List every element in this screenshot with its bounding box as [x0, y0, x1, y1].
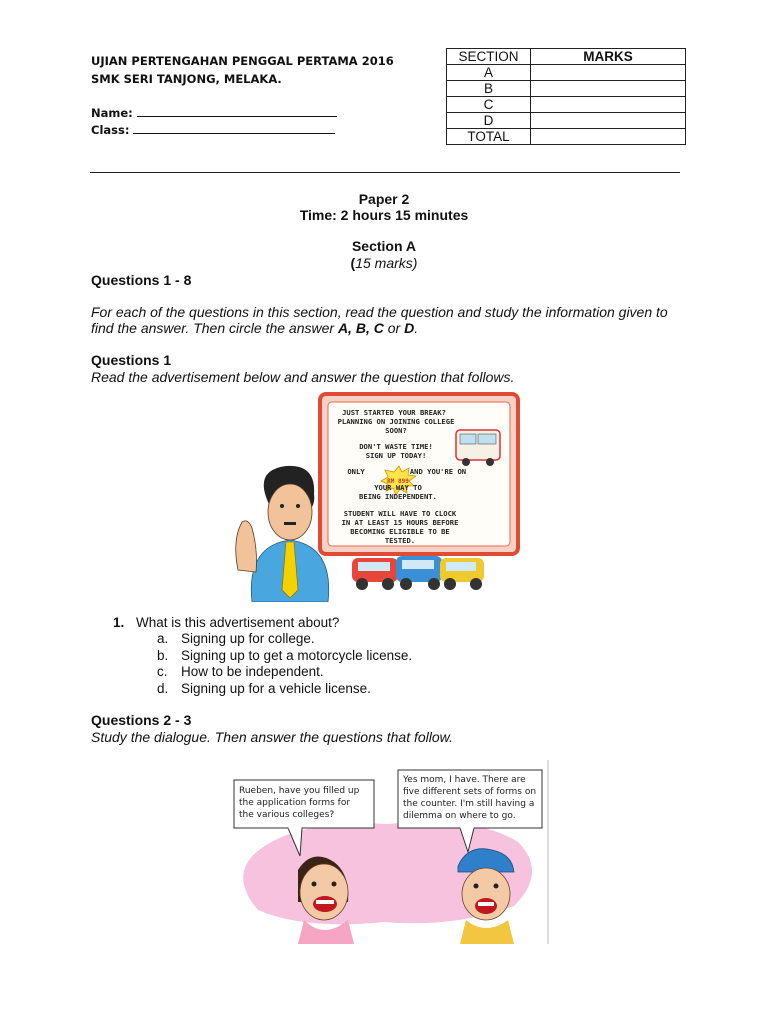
- paper-title: Paper 2: [358, 191, 410, 207]
- advert-line: SOON?: [385, 426, 407, 435]
- instructions-period: .: [414, 320, 419, 336]
- paper-time: Time: 2 hours 15 minutes: [299, 207, 469, 223]
- section-column-header: SECTION: [447, 49, 531, 65]
- marks-cell[interactable]: [531, 97, 686, 113]
- mom-dialogue-line: the various colleges?: [239, 810, 335, 820]
- instructions-option-d: D: [404, 320, 415, 336]
- option-c-text[interactable]: How to be independent.: [181, 664, 324, 679]
- son-dialogue-line: dilemma on where to go.: [403, 811, 516, 821]
- mom-dialogue-line: Rueben, have you filled up: [239, 786, 360, 796]
- advert-line: IN AT LEAST 15 HOURS BEFORE: [341, 518, 459, 527]
- question-1-text: What is this advertisement about?: [136, 615, 340, 630]
- marks-cell[interactable]: [531, 81, 686, 97]
- advert-line: DON'T WASTE TIME!: [359, 442, 433, 451]
- option-letter: d.: [157, 681, 169, 696]
- option-d[interactable]: [157, 681, 168, 696]
- advert-line: YOUR WAY TO: [374, 483, 422, 492]
- option-b[interactable]: [157, 648, 168, 663]
- marks-table-header: [447, 49, 686, 65]
- son-dialogue-line: Yes mom, I have. There are: [403, 775, 526, 785]
- header-divider: [90, 172, 680, 173]
- instructions-options: A, B, C: [337, 320, 384, 336]
- question-1-number: 1.: [113, 615, 125, 630]
- son-illustration: [458, 849, 514, 944]
- option-d-text[interactable]: Signing up for a vehicle license.: [181, 681, 371, 696]
- marks-cell[interactable]: [531, 113, 686, 129]
- advert-line: TESTED.: [384, 536, 416, 545]
- instructions-or: or: [383, 320, 405, 336]
- table-row: [447, 65, 686, 81]
- marks-text: 15 marks): [355, 255, 418, 271]
- option-b-text[interactable]: Signing up to get a motorcycle license.: [181, 648, 413, 663]
- section-cell: B: [447, 81, 531, 97]
- marks-table: [446, 48, 686, 145]
- marks-column-header: MARKS: [531, 49, 686, 65]
- advert-line: STUDENT WILL HAVE TO CLOCK: [343, 509, 457, 518]
- advert-line: BECOMING ELIGIBLE TO BE: [350, 527, 450, 536]
- section-cell: TOTAL: [447, 129, 531, 145]
- section-title: Section A: [351, 238, 417, 254]
- man-illustration: [236, 466, 329, 602]
- advert-line: SIGN UP TODAY!: [365, 451, 427, 460]
- table-row: [447, 113, 686, 129]
- advert-line: PLANNING ON JOINING COLLEGE: [337, 417, 455, 426]
- option-letter: c.: [157, 664, 168, 679]
- option-letter: b.: [157, 648, 169, 663]
- school-exam-title: UJIAN PERTENGAHAN PENGGAL PERTAMA 2016: [91, 54, 394, 68]
- son-dialogue-line: five different sets of forms on: [403, 787, 537, 797]
- class-blank: [133, 123, 335, 134]
- question-2-3-heading: Questions 2 - 3: [91, 712, 192, 728]
- option-letter: a.: [157, 631, 169, 646]
- question-1-instruction: Read the advertisement below and answer the question that follows.: [91, 369, 515, 385]
- instructions-line1: For each of the questions in this section, read the question and study the information given to: [91, 304, 668, 320]
- name-label: Name:: [91, 106, 133, 120]
- option-a-text[interactable]: Signing up for college.: [181, 631, 315, 646]
- question-2-3-instruction: Study the dialogue. Then answer the questions that follow.: [91, 729, 453, 745]
- instructions-text: find the answer. Then circle the answer: [91, 320, 338, 336]
- name-blank: [137, 106, 337, 117]
- table-row: [447, 129, 686, 145]
- table-row: [447, 81, 686, 97]
- advert-line: AND YOU'RE ON: [409, 467, 467, 476]
- instructions-line2: [91, 320, 418, 336]
- marks-cell[interactable]: [531, 129, 686, 145]
- son-dialogue-line: the counter. I'm still having a: [403, 799, 535, 809]
- section-cell: A: [447, 65, 531, 81]
- section-marks: [0, 255, 768, 271]
- class-label: Class:: [91, 123, 130, 137]
- bus-icon: [456, 430, 500, 466]
- advert-line: BEING INDEPENDENT.: [359, 492, 437, 501]
- table-row: [447, 97, 686, 113]
- section-cell: D: [447, 113, 531, 129]
- dialogue-illustration: [228, 760, 552, 944]
- advertisement-illustration: [228, 390, 538, 602]
- marks-paren: (: [350, 255, 356, 271]
- cars-illustration: [352, 556, 484, 590]
- mom-dialogue-line: the application forms for: [239, 798, 351, 808]
- advert-price: RM 899: [387, 478, 409, 485]
- advert-line: ONLY: [347, 467, 365, 476]
- option-c[interactable]: [157, 664, 168, 679]
- option-a[interactable]: [157, 631, 168, 646]
- name-field[interactable]: [91, 106, 337, 120]
- class-field[interactable]: [91, 123, 335, 137]
- questions-range-heading: Questions 1 - 8: [91, 272, 192, 288]
- marks-cell[interactable]: [531, 65, 686, 81]
- question-1-heading: Questions 1: [91, 352, 172, 368]
- school-name: SMK SERI TANJONG, MELAKA.: [91, 72, 282, 86]
- section-cell: C: [447, 97, 531, 113]
- advert-line: JUST STARTED YOUR BREAK?: [342, 408, 446, 417]
